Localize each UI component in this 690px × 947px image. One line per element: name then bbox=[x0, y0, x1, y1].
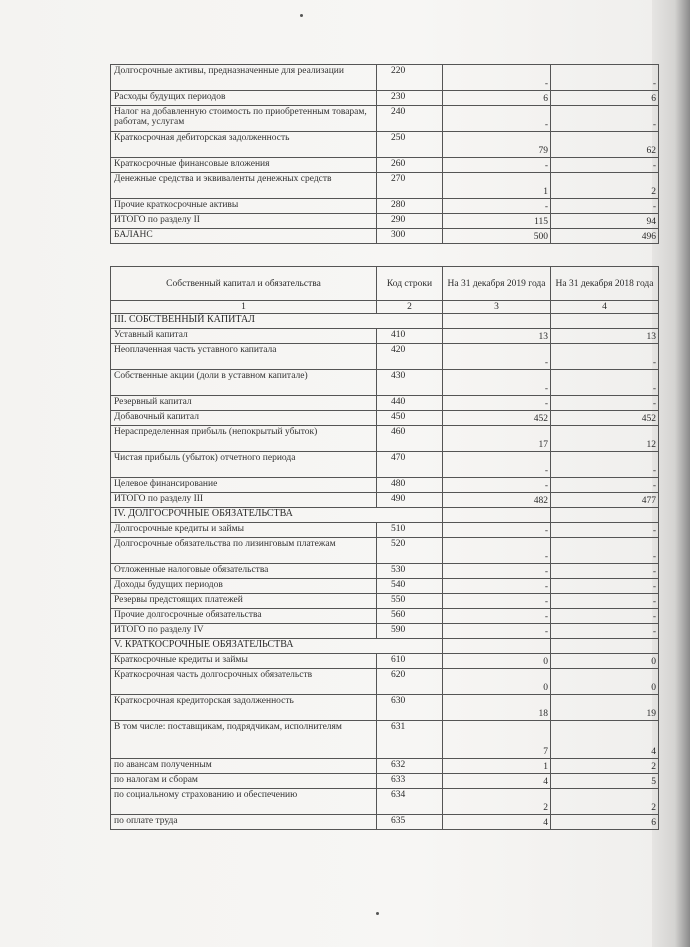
row-code: 300 bbox=[377, 229, 443, 244]
row-code: 610 bbox=[377, 654, 443, 669]
row-code: 240 bbox=[377, 106, 443, 132]
value-2018: - bbox=[551, 106, 659, 132]
value-2019: 17 bbox=[443, 426, 551, 452]
value-2019: 1 bbox=[443, 173, 551, 199]
table-row bbox=[111, 214, 659, 229]
value-2018: 0 bbox=[551, 654, 659, 669]
value-2019: 4 bbox=[443, 815, 551, 830]
value-2018: - bbox=[551, 564, 659, 579]
row-code: 440 bbox=[377, 396, 443, 411]
value-2018: 62 bbox=[551, 132, 659, 158]
table-row bbox=[111, 669, 659, 695]
row-label: Долгосрочные активы, предназначенные для реализации bbox=[111, 65, 377, 91]
table-row bbox=[111, 370, 659, 396]
value-2019: - bbox=[443, 523, 551, 538]
row-code: 420 bbox=[377, 344, 443, 370]
row-label: Долгосрочные обязательства по лизинговым платежам bbox=[111, 538, 377, 564]
value-2019: 1 bbox=[443, 759, 551, 774]
value-2019: 4 bbox=[443, 774, 551, 789]
table-row bbox=[111, 594, 659, 609]
value-2019: - bbox=[443, 478, 551, 493]
value-2018: - bbox=[551, 396, 659, 411]
column-header-2019: На 31 декабря 2019 года bbox=[443, 267, 551, 301]
value-2019: 0 bbox=[443, 654, 551, 669]
table-row bbox=[111, 158, 659, 173]
row-code: 632 bbox=[377, 759, 443, 774]
value-2018: 2 bbox=[551, 759, 659, 774]
row-label: Краткосрочная часть долгосрочных обязательств bbox=[111, 669, 377, 695]
table-row bbox=[111, 106, 659, 132]
value-2018: 5 bbox=[551, 774, 659, 789]
value-2019: - bbox=[443, 579, 551, 594]
value-2019: 452 bbox=[443, 411, 551, 426]
value-2019: - bbox=[443, 452, 551, 478]
table-row bbox=[111, 426, 659, 452]
blank-cell bbox=[551, 639, 659, 654]
value-2018: 2 bbox=[551, 173, 659, 199]
value-2018: - bbox=[551, 579, 659, 594]
value-2018: - bbox=[551, 624, 659, 639]
row-label: Налог на добавленную стоимость по приобретенным товарам, работам, услугам bbox=[111, 106, 377, 132]
row-label: Краткосрочные финансовые вложения bbox=[111, 158, 377, 173]
table-row bbox=[111, 759, 659, 774]
value-2018: - bbox=[551, 609, 659, 624]
table-row bbox=[111, 564, 659, 579]
section-title: V. КРАТКОСРОЧНЫЕ ОБЯЗАТЕЛЬСТВА bbox=[111, 639, 443, 654]
row-code: 270 bbox=[377, 173, 443, 199]
column-number-4: 4 bbox=[551, 301, 659, 314]
value-2018: - bbox=[551, 65, 659, 91]
value-2018: 477 bbox=[551, 493, 659, 508]
value-2019: - bbox=[443, 396, 551, 411]
row-label: Краткосрочная кредиторская задолженность bbox=[111, 695, 377, 721]
table-row bbox=[111, 411, 659, 426]
row-label: Чистая прибыль (убыток) отчетного периода bbox=[111, 452, 377, 478]
table-row bbox=[111, 229, 659, 244]
value-2019: - bbox=[443, 65, 551, 91]
table-row bbox=[111, 654, 659, 669]
value-2018: - bbox=[551, 158, 659, 173]
value-2018: 12 bbox=[551, 426, 659, 452]
table-row bbox=[111, 132, 659, 158]
row-label: Денежные средства и эквиваленты денежных средств bbox=[111, 173, 377, 199]
row-code: 520 bbox=[377, 538, 443, 564]
row-label: Прочие долгосрочные обязательства bbox=[111, 609, 377, 624]
blank-cell bbox=[443, 314, 551, 329]
table-row bbox=[111, 329, 659, 344]
row-label: Расходы будущих периодов bbox=[111, 91, 377, 106]
value-2018: - bbox=[551, 478, 659, 493]
row-code: 250 bbox=[377, 132, 443, 158]
table-row bbox=[111, 695, 659, 721]
scan-speck bbox=[376, 912, 379, 915]
row-code: 620 bbox=[377, 669, 443, 695]
row-code: 480 bbox=[377, 478, 443, 493]
row-label: Резервный капитал bbox=[111, 396, 377, 411]
row-code: 490 bbox=[377, 493, 443, 508]
row-label: по оплате труда bbox=[111, 815, 377, 830]
table-row bbox=[111, 478, 659, 493]
value-2019: - bbox=[443, 344, 551, 370]
table-row bbox=[111, 609, 659, 624]
value-2019: 6 bbox=[443, 91, 551, 106]
value-2018: - bbox=[551, 199, 659, 214]
table-row bbox=[111, 493, 659, 508]
row-code: 635 bbox=[377, 815, 443, 830]
value-2019: - bbox=[443, 106, 551, 132]
section-title: III. СОБСТВЕННЫЙ КАПИТАЛ bbox=[111, 314, 443, 329]
row-label: по авансам полученным bbox=[111, 759, 377, 774]
table-row bbox=[111, 91, 659, 106]
value-2019: 500 bbox=[443, 229, 551, 244]
value-2019: - bbox=[443, 370, 551, 396]
value-2019: - bbox=[443, 609, 551, 624]
table-row bbox=[111, 721, 659, 759]
value-2018: 4 bbox=[551, 721, 659, 759]
row-code: 450 bbox=[377, 411, 443, 426]
value-2019: - bbox=[443, 564, 551, 579]
row-code: 220 bbox=[377, 65, 443, 91]
equity-liabilities-table bbox=[110, 266, 659, 830]
value-2019: 18 bbox=[443, 695, 551, 721]
blank-cell bbox=[551, 314, 659, 329]
table-row bbox=[111, 579, 659, 594]
value-2018: - bbox=[551, 452, 659, 478]
table-row bbox=[111, 789, 659, 815]
column-number-3: 3 bbox=[443, 301, 551, 314]
table-row bbox=[111, 538, 659, 564]
row-label: Краткосрочные кредиты и займы bbox=[111, 654, 377, 669]
blank-cell bbox=[443, 639, 551, 654]
row-label: ИТОГО по разделу IV bbox=[111, 624, 377, 639]
row-code: 430 bbox=[377, 370, 443, 396]
row-label: Нераспределенная прибыль (непокрытый убыток) bbox=[111, 426, 377, 452]
value-2019: 79 bbox=[443, 132, 551, 158]
row-label: по социальному страхованию и обеспечению bbox=[111, 789, 377, 815]
row-label: В том числе: поставщикам, подрядчикам, исполнителям bbox=[111, 721, 377, 759]
table-row bbox=[111, 452, 659, 478]
value-2019: - bbox=[443, 199, 551, 214]
row-code: 540 bbox=[377, 579, 443, 594]
row-code: 290 bbox=[377, 214, 443, 229]
row-code: 530 bbox=[377, 564, 443, 579]
value-2018: 19 bbox=[551, 695, 659, 721]
value-2018: 6 bbox=[551, 815, 659, 830]
table-row bbox=[111, 815, 659, 830]
row-code: 590 bbox=[377, 624, 443, 639]
value-2019: 13 bbox=[443, 329, 551, 344]
value-2018: - bbox=[551, 523, 659, 538]
scan-speck bbox=[300, 14, 303, 17]
row-code: 550 bbox=[377, 594, 443, 609]
row-code: 510 bbox=[377, 523, 443, 538]
section-row bbox=[111, 639, 659, 654]
table-row bbox=[111, 173, 659, 199]
table-row bbox=[111, 65, 659, 91]
section-row bbox=[111, 508, 659, 523]
row-label: Прочие краткосрочные активы bbox=[111, 199, 377, 214]
table-row bbox=[111, 396, 659, 411]
row-label: Краткосрочная дебиторская задолженность bbox=[111, 132, 377, 158]
column-header-name: Собственный капитал и обязательства bbox=[111, 267, 377, 301]
value-2018: 94 bbox=[551, 214, 659, 229]
value-2019: 482 bbox=[443, 493, 551, 508]
value-2018: 452 bbox=[551, 411, 659, 426]
row-code: 631 bbox=[377, 721, 443, 759]
column-number-1: 1 bbox=[111, 301, 377, 314]
section-row bbox=[111, 314, 659, 329]
row-label: Долгосрочные кредиты и займы bbox=[111, 523, 377, 538]
row-code: 634 bbox=[377, 789, 443, 815]
row-code: 260 bbox=[377, 158, 443, 173]
table-row bbox=[111, 523, 659, 538]
value-2018: - bbox=[551, 344, 659, 370]
value-2019: - bbox=[443, 624, 551, 639]
row-code: 470 bbox=[377, 452, 443, 478]
row-label: Неоплаченная часть уставного капитала bbox=[111, 344, 377, 370]
row-code: 560 bbox=[377, 609, 443, 624]
row-code: 460 bbox=[377, 426, 443, 452]
row-code: 230 bbox=[377, 91, 443, 106]
value-2019: 2 bbox=[443, 789, 551, 815]
value-2018: 2 bbox=[551, 789, 659, 815]
table-row bbox=[111, 199, 659, 214]
value-2018: 0 bbox=[551, 669, 659, 695]
row-label: Уставный капитал bbox=[111, 329, 377, 344]
value-2019: - bbox=[443, 538, 551, 564]
row-label: Добавочный капитал bbox=[111, 411, 377, 426]
value-2019: - bbox=[443, 594, 551, 609]
value-2018: - bbox=[551, 538, 659, 564]
value-2018: - bbox=[551, 594, 659, 609]
row-code: 280 bbox=[377, 199, 443, 214]
value-2019: - bbox=[443, 158, 551, 173]
value-2018: 6 bbox=[551, 91, 659, 106]
row-label: БАЛАНС bbox=[111, 229, 377, 244]
row-label: Отложенные налоговые обязательства bbox=[111, 564, 377, 579]
row-code: 633 bbox=[377, 774, 443, 789]
row-code: 630 bbox=[377, 695, 443, 721]
section-title: IV. ДОЛГОСРОЧНЫЕ ОБЯЗАТЕЛЬСТВА bbox=[111, 508, 443, 523]
table-row bbox=[111, 344, 659, 370]
row-label: по налогам и сборам bbox=[111, 774, 377, 789]
column-header-2018: На 31 декабря 2018 года bbox=[551, 267, 659, 301]
table-row bbox=[111, 774, 659, 789]
assets-table bbox=[110, 64, 659, 244]
value-2018: - bbox=[551, 370, 659, 396]
value-2019: 7 bbox=[443, 721, 551, 759]
value-2019: 0 bbox=[443, 669, 551, 695]
row-label: Доходы будущих периодов bbox=[111, 579, 377, 594]
row-label: Целевое финансирование bbox=[111, 478, 377, 493]
table-row bbox=[111, 624, 659, 639]
column-number-2: 2 bbox=[377, 301, 443, 314]
row-code: 410 bbox=[377, 329, 443, 344]
value-2018: 496 bbox=[551, 229, 659, 244]
blank-cell bbox=[551, 508, 659, 523]
value-2019: 115 bbox=[443, 214, 551, 229]
column-header-code: Код строки bbox=[377, 267, 443, 301]
row-label: ИТОГО по разделу II bbox=[111, 214, 377, 229]
value-2018: 13 bbox=[551, 329, 659, 344]
row-label: Резервы предстоящих платежей bbox=[111, 594, 377, 609]
row-label: Собственные акции (доли в уставном капитале) bbox=[111, 370, 377, 396]
row-label: ИТОГО по разделу III bbox=[111, 493, 377, 508]
blank-cell bbox=[443, 508, 551, 523]
